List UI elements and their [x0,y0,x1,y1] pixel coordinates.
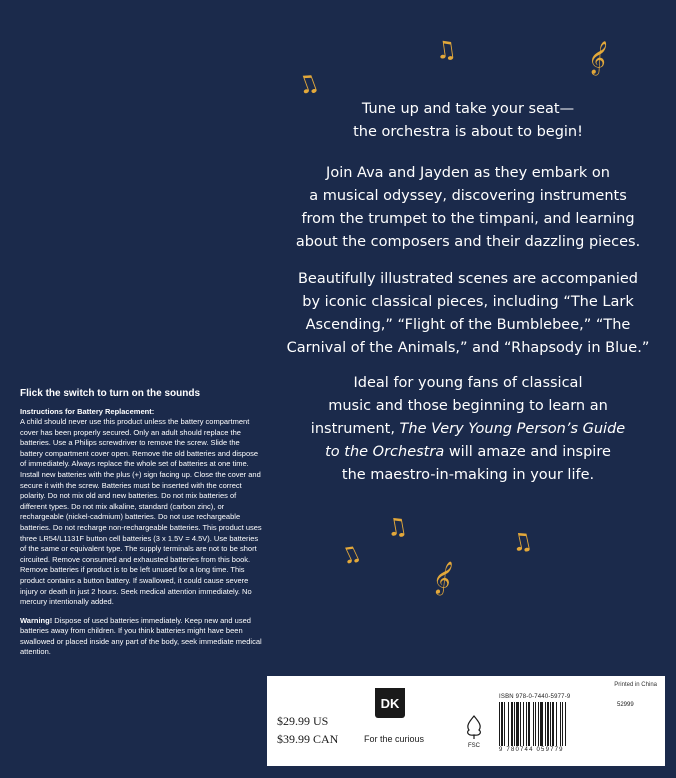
blurb-line: the orchestra is about to begin! [353,124,583,140]
music-note-icon: ♫ [292,67,323,101]
battery-instructions [20,388,264,658]
publisher-tagline: For the curious [363,734,425,744]
price-us: $29.99 US [277,714,329,728]
fsc-label: FSC [468,743,480,748]
blurb-line: from the trumpet to the timpani, and learning [301,211,635,227]
music-note-icon: ♫ [433,34,459,66]
price-can: $39.99 CAN [277,732,339,746]
blurb-text: will amaze and inspire [444,444,611,460]
printed-in-label: Printed in China [614,682,657,688]
music-note-icon: ♫ [508,526,536,558]
battery-subhead: Instructions for Battery Replacement: [20,407,155,416]
ean-number: 9 780744 059779 [499,747,564,753]
blurb-line: the maestro-in-making in your life. [341,467,595,483]
music-note-icon: ♫ [383,511,410,543]
blurb-line: a musical odyssey, discovering instruments [309,188,627,204]
blurb-line: Beautifully illustrated scenes are accompanied [297,271,639,287]
switch-heading: Flick the switch to turn on the sounds [20,388,201,399]
barcode-addon: 52999 [617,702,634,708]
barcode-gap [566,702,568,746]
dk-logo: DK [375,688,405,718]
blurb-line: Carnival of the Animals,” and “Rhapsody in Blue.” [286,340,650,356]
blurb-paragraph-4 [278,372,658,487]
music-note-icon: ♫ [336,540,365,572]
blurb-line [278,441,658,464]
battery-body: A child should never use this product unless the battery compartment cover has been properly secured. Only an adult should replace the batteries. Use a Philips screwdriver to remove the screw. Slide the battery compartment cover open. Remove the old batteries and dispose of immediately. Always replace the whole set of batteries at one time. Install new batteries with the plus (+) sign facing up. Close the cover and secure it with the screw. Batteries must be inserted with the correct polarity. Do not mix old and new batteries. Do not mix batteries of different types. Do not mix alkaline, standard (carbon zinc), or rechargeable (nickel-cadmium) batteries. Do not use rechargeable batteries. Do not recharge non-rechargeable batteries. This product uses three LR54/L1131F button cell batteries (3 x 1.5V = 4.5V). Use batteries of the same or equivalent type. The supply terminals are not to be short circuited. Remove consumed and exhausted batteries from this book. Remove batteries if product is to be left unused for a long time. This product contains a button battery. If swallowed, it could cause severe injury or death in just 2 hours. Seek medical attention immediately. No mercury intentionally added. [20,417,262,607]
isbn-label: ISBN 978-0-7440-5977-9 [499,694,571,700]
book-title: to the Orchestra [325,444,445,460]
barcode-bars [499,702,649,746]
book-title: The Very Young Person’s Guide [399,421,626,437]
blurb-paragraph-2 [278,162,658,254]
blurb-intro [278,98,658,144]
barcode [499,694,649,758]
warning-text: Dispose of used batteries immediately. Keep new and used batteries away from children. If you think batteries might have been swallowed or placed inside any part of the body, seek immediate medical attention. [20,615,262,657]
blurb-line: Tune up and take your seat— [361,101,575,117]
blurb-text: instrument, [310,421,400,437]
blurb-line: by iconic classical pieces, including “The Lark [302,294,634,310]
barcode-panel [267,676,665,766]
blurb-paragraph-3 [278,268,658,360]
blurb-line: about the composers and their dazzling pieces. [295,234,641,250]
blurb-line: Ideal for young fans of classical [353,375,583,391]
treble-clef-icon: 𝄞 [584,38,612,77]
treble-clef-icon: 𝄞 [429,558,457,597]
battery-warning [20,616,264,658]
fsc-tree-icon [463,714,485,748]
blurb-line [278,418,658,441]
blurb-line: Join Ava and Jayden as they embark on [326,165,610,181]
blurb-line: Ascending,” “Flight of the Bumblebee,” “The [305,317,631,333]
warning-label: Warning! [20,615,53,625]
blurb-line: music and those beginning to learn an [328,398,608,414]
